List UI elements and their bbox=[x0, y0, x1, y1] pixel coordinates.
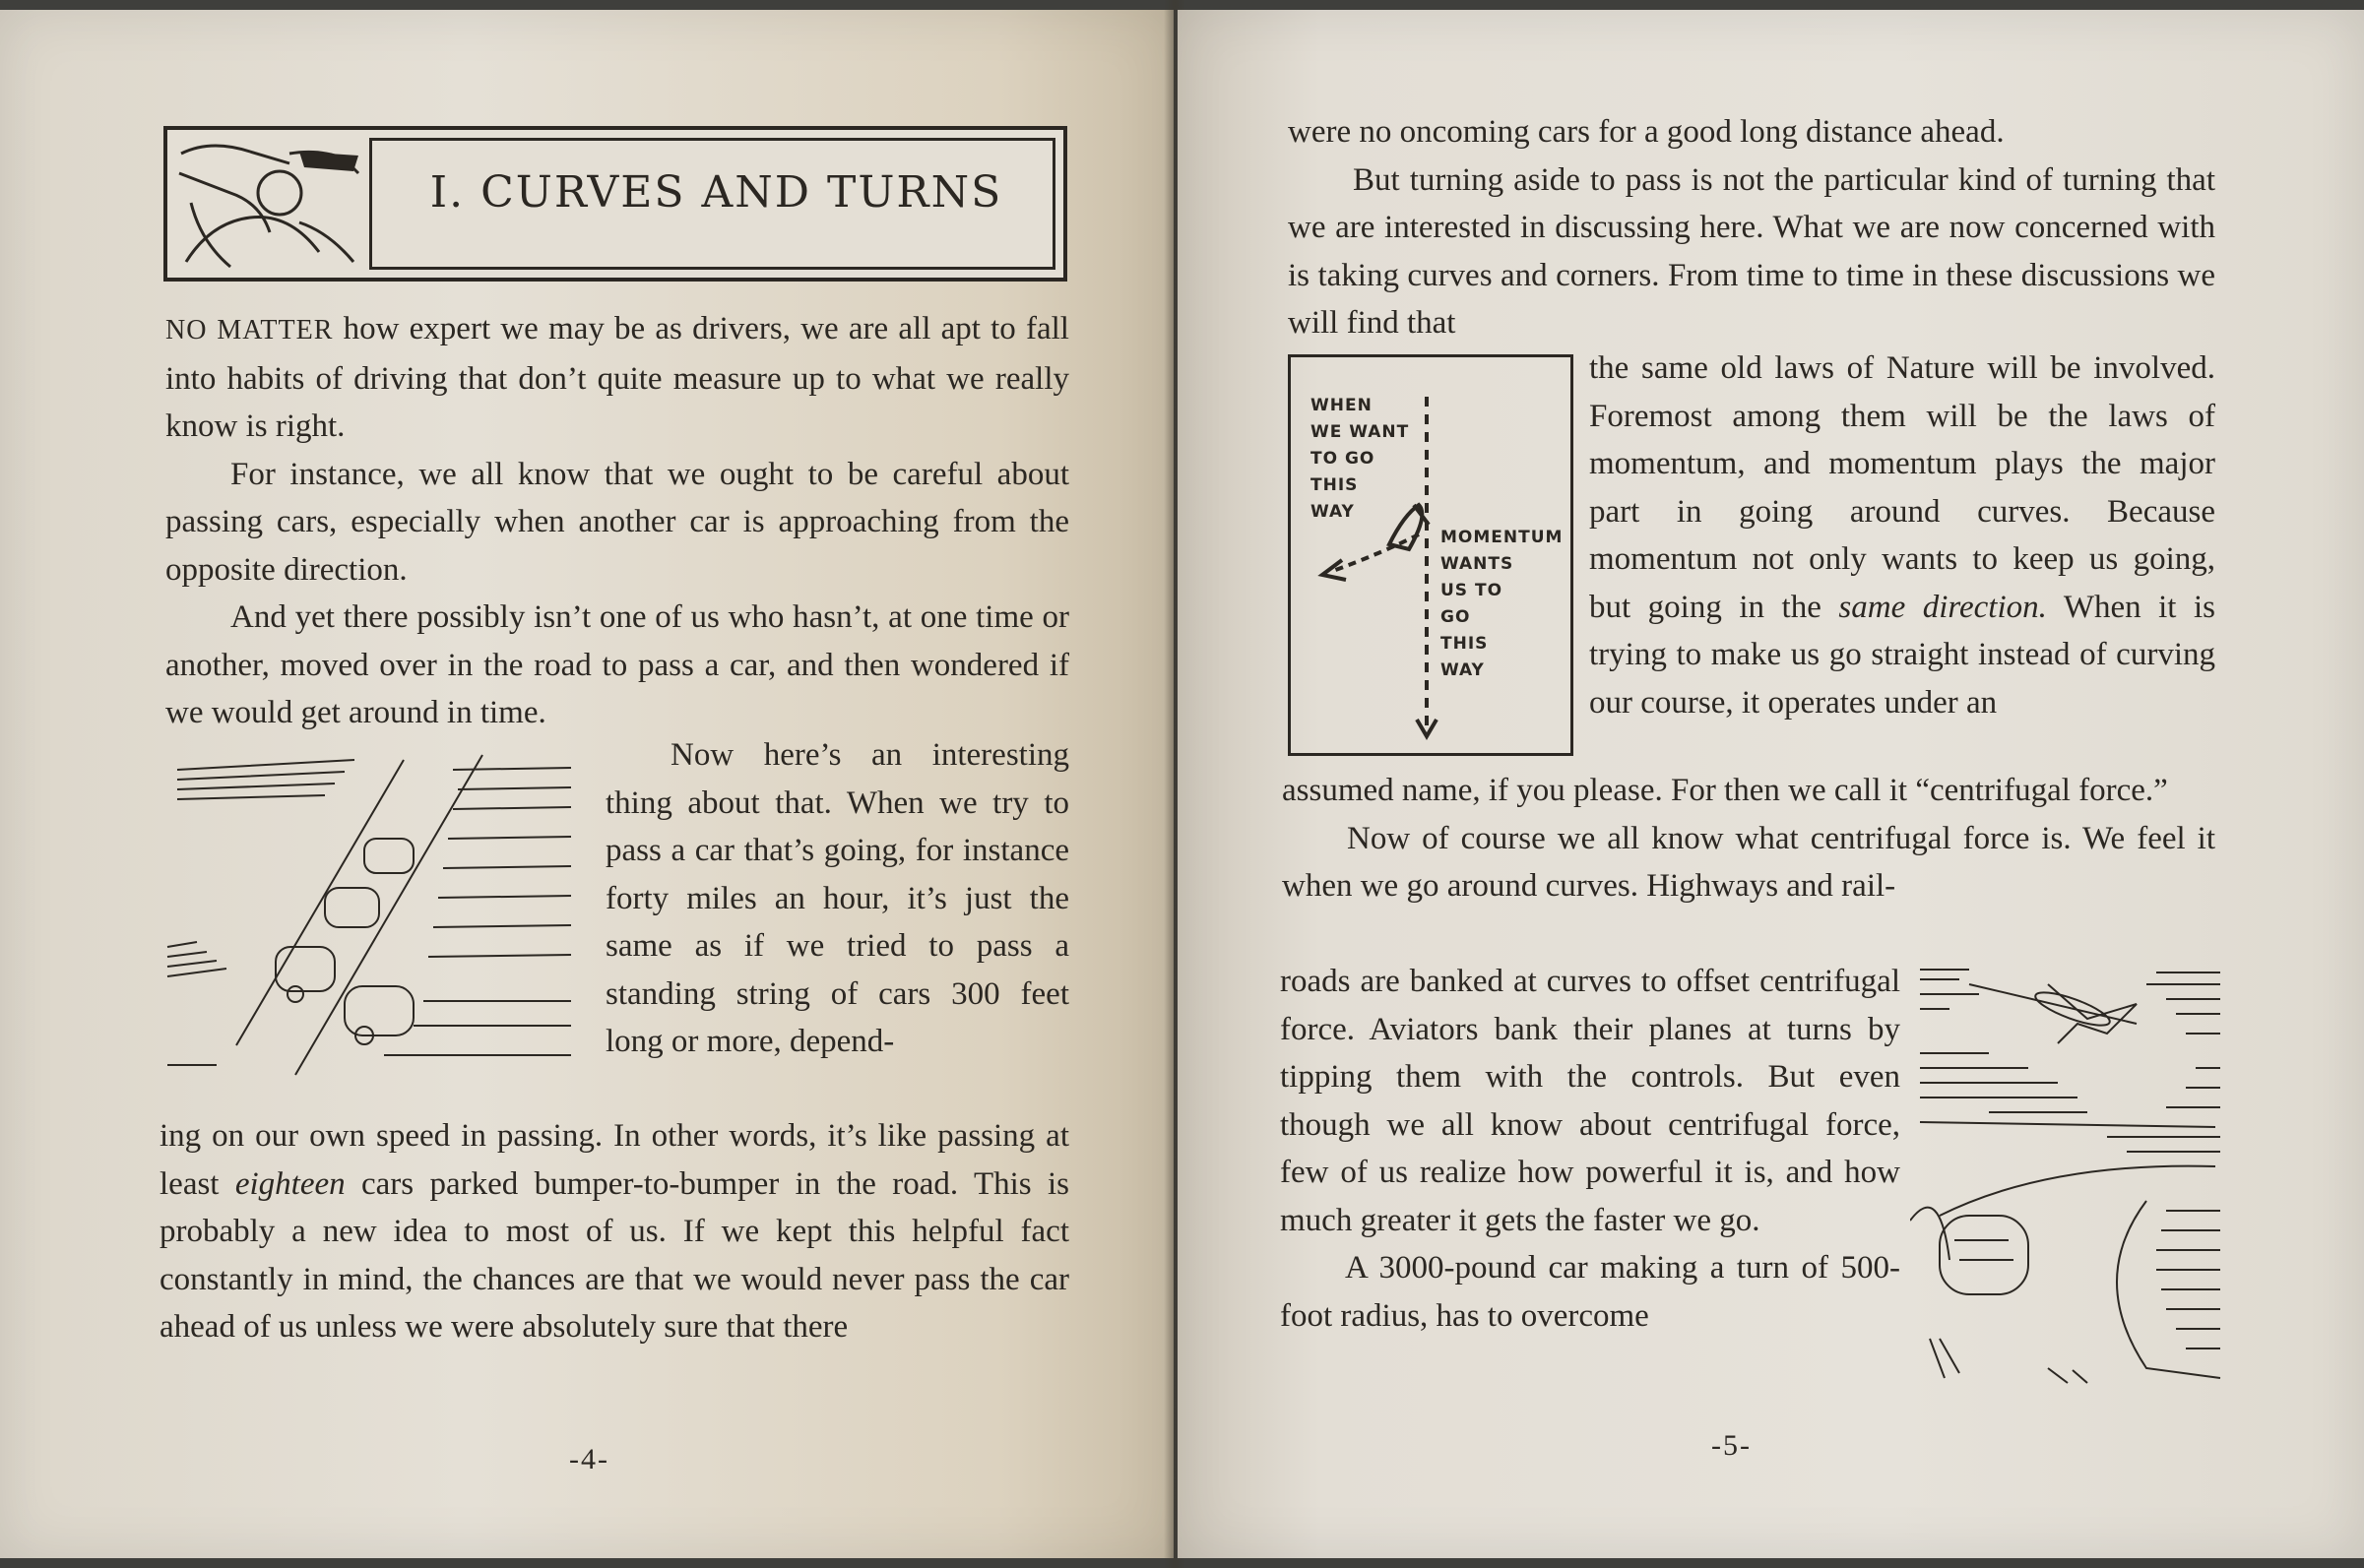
paragraph-2: For instance, we all know that we ought to be careful about passing cars, especially when another car is approaching from the opposite direction. bbox=[165, 456, 1069, 588]
paragraph-4: A 3000-pound car making a turn of 500-foot radius, has to overcome bbox=[1280, 1250, 1900, 1334]
right-text-top bbox=[1288, 108, 2215, 347]
paragraph-1: NO MATTER how expert we may be as drivers, we are all apt to fall into habits of driving that don’t quite measure up to what we really know is right. bbox=[165, 311, 1069, 444]
paragraph-4-wrap: Now here’s an interesting thing about that. When we try to pass a car that’s going, for instance forty miles an hour, it’s just the same as if we tried to pass a standing string of cars 300 feet long or more, depend- bbox=[606, 737, 1069, 1059]
momentum-diagram bbox=[1288, 354, 1573, 756]
diagram-label-right: MOMENTUM WANTS US TO GO THIS WAY bbox=[1440, 528, 1564, 680]
right-text-wrap-2 bbox=[1280, 958, 1900, 1340]
lead-in: NO MATTER bbox=[165, 315, 334, 345]
airplane-and-car-illustration bbox=[1910, 965, 2225, 1398]
paragraph-2-wrap: the same old laws of Nature will be involved. Foremost among them will be the laws of momentum, and momentum plays the major part in going around curves. Because momentum not only wants to keep us going, but going in the same direction. When it is trying to make us go straight instead of curving our course, it operates under an bbox=[1589, 350, 2215, 721]
paragraph-3-wrap: roads are banked at curves to offset centrifugal force. Aviators bank their planes at turns by tipping them with the controls. But even though we all know about centrifugal force, few of us realize how powerful it is, and how much greater it gets the faster we go. bbox=[1280, 964, 1900, 1238]
paragraph-2-tail: assumed name, if you please. For then we call it “centrifugal force.” bbox=[1282, 773, 2168, 808]
passing-cars-illustration bbox=[158, 750, 576, 1085]
paragraph-3: Now of course we all know what centrifugal force is. We feel it when we go around curves. Highways and rail- bbox=[1282, 820, 2215, 904]
paragraph-2: But turning aside to pass is not the particular kind of turning that we are interested in discussing here. What we are now concerned with is taking curves and corners. From time to time in these discussions we will find that bbox=[1288, 161, 2215, 341]
direction-arrows bbox=[1291, 357, 1570, 753]
paragraph-4-cont: ing on our own speed in passing. In other words, it’s like passing at least eighteen cars parked bumper-to-bumper in the road. This is probably a new idea to most of us. If we kept this helpful fact constantly in mind, the chances are that we would never pass the car ahead of us unless we were absolutely sure that there bbox=[160, 1118, 1069, 1345]
left-text-top bbox=[165, 305, 1069, 737]
left-text-wrap bbox=[606, 731, 1069, 1066]
right-text-mid bbox=[1282, 767, 2215, 910]
chapter-title: I. CURVES AND TURNS bbox=[429, 167, 1003, 218]
paragraph-1-cont: were no oncoming cars for a good long distance ahead. bbox=[1288, 114, 2005, 150]
driver-illustration bbox=[171, 134, 368, 274]
left-text-bottom bbox=[160, 1112, 1069, 1351]
chapter-header bbox=[163, 126, 1067, 282]
diagram-label-left: WHEN WE WANT TO GO THIS WAY bbox=[1310, 396, 1410, 522]
page-number-right: -5- bbox=[1711, 1429, 1752, 1462]
page-number-left: -4- bbox=[569, 1443, 609, 1475]
right-text-wrap bbox=[1589, 345, 2215, 726]
paragraph-3: And yet there possibly isn’t one of us who hasn’t, at one time or another, moved over in the road to pass a car, and then wondered if we would get around in time. bbox=[165, 599, 1069, 730]
left-page bbox=[0, 10, 1174, 1558]
